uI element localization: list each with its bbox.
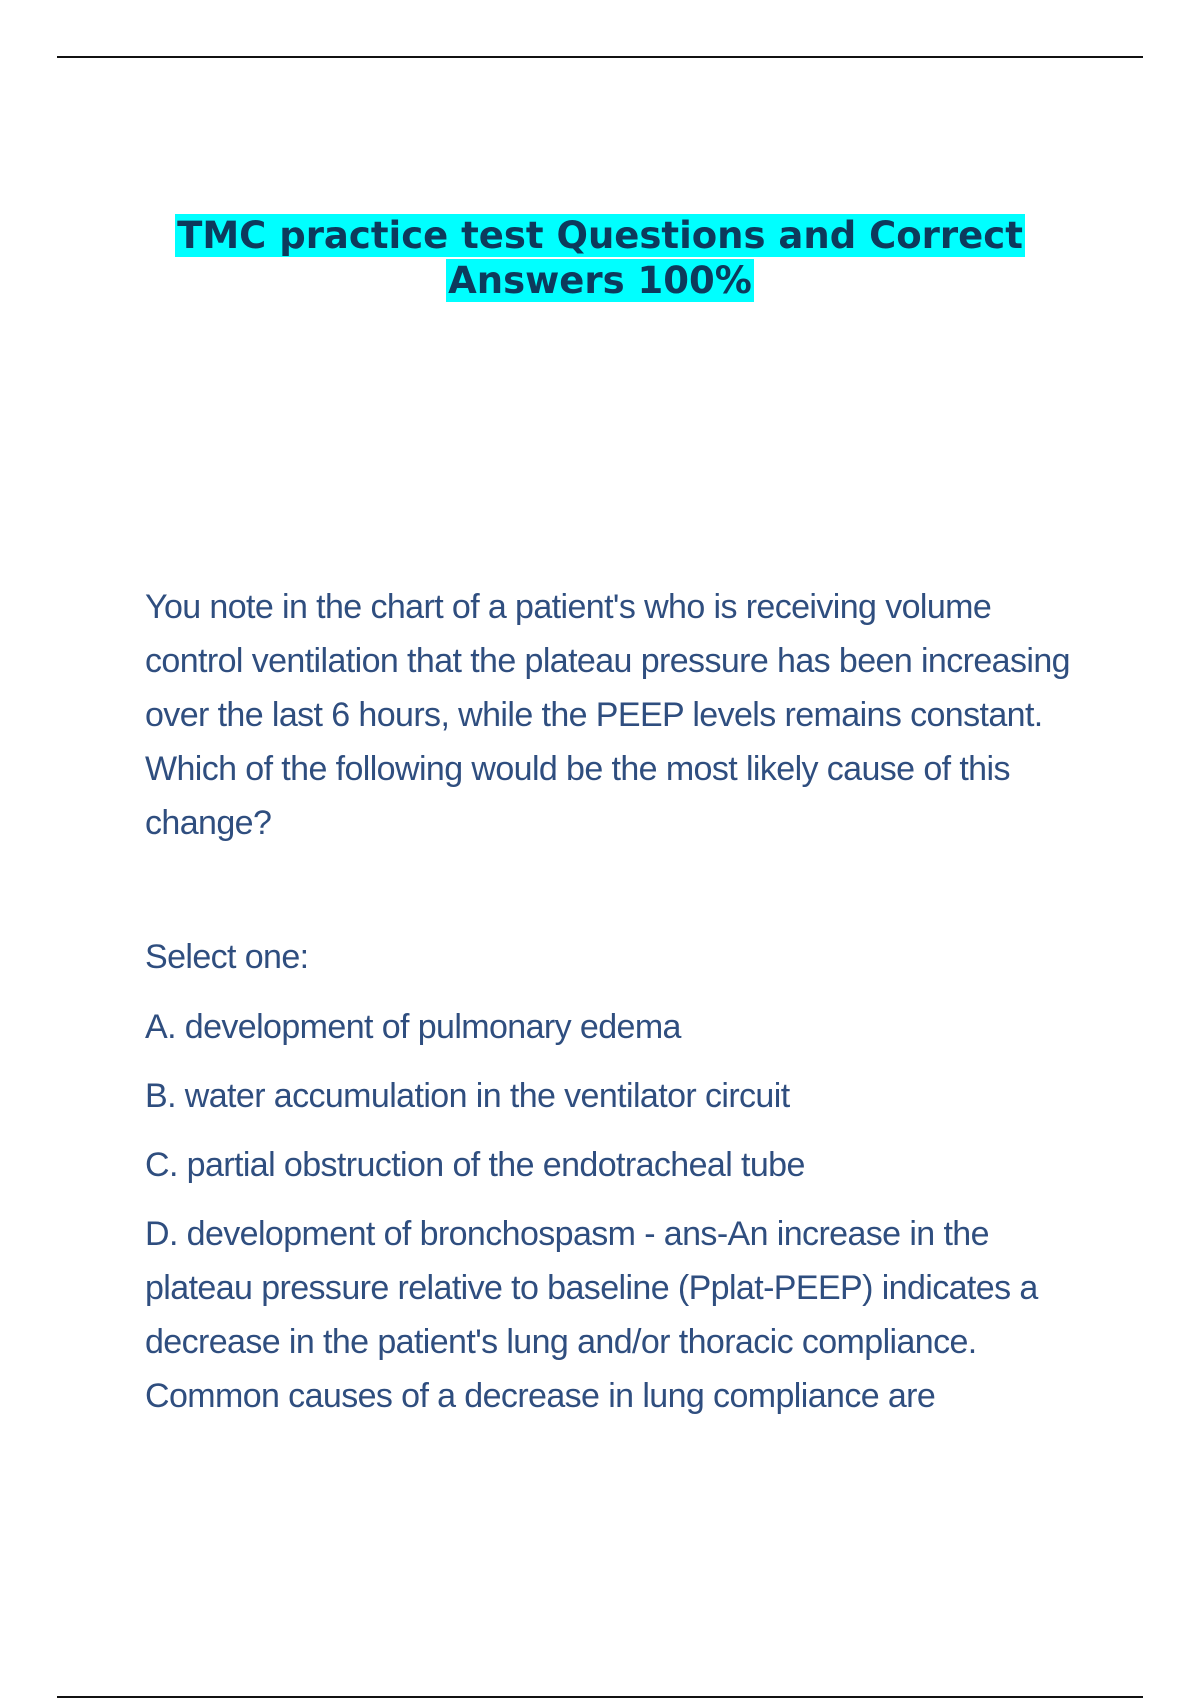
options-list xyxy=(145,1000,1095,1423)
option-d: D. development of bronchospasm - ans-An increase in the plateau pressure relative to baseline (Pplat-PEEP) indicates a decrease in the patient's lung and/or thoracic compliance. Common causes of a decrease in lung compliance are xyxy=(145,1215,1038,1415)
question-text: You note in the chart of a patient's who is receiving volume control ventilation that the plateau pressure has been increasing over the last 6 hours, while the PEEP levels remains constant. Which of the following would be the most likely cause of this change? xyxy=(145,588,1070,842)
header-rule xyxy=(57,56,1143,58)
option-a: A. development of pulmonary edema xyxy=(145,1008,681,1046)
document-title-block xyxy=(120,213,1080,303)
option-c: C. partial obstruction of the endotracheal tube xyxy=(145,1146,805,1184)
option-b: B. water accumulation in the ventilator circuit xyxy=(145,1077,790,1115)
footer-rule xyxy=(57,1696,1143,1698)
select-prompt: Select one: xyxy=(145,938,309,976)
document-title: TMC practice test Questions and Correct Answers 100% xyxy=(177,214,1023,302)
